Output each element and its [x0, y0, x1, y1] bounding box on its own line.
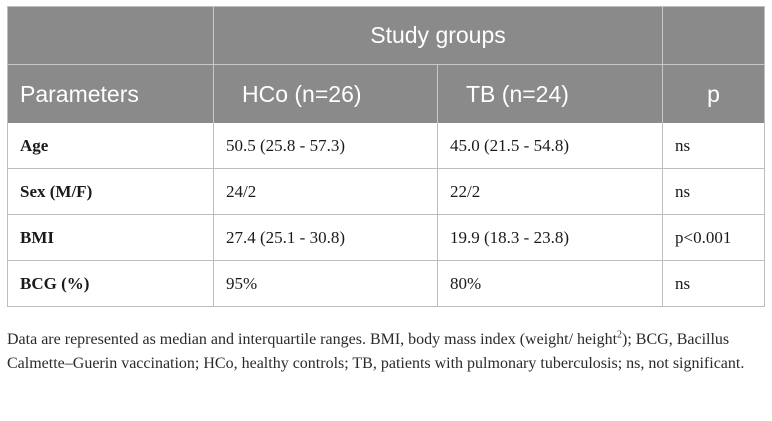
row-tb-value: 45.0 (21.5 - 54.8) — [438, 123, 663, 169]
row-hco-value: 24/2 — [214, 169, 438, 215]
row-hco-value: 27.4 (25.1 - 30.8) — [214, 215, 438, 261]
row-p-value: ns — [663, 123, 765, 169]
footnote-text-part2: ); BCG, Bacillus Calmette–Guerin vaccination; HCo, healthy controls; TB, patients with pulmonary tuberculosis; ns, not significant. — [7, 331, 745, 372]
row-hco-value: 50.5 (25.8 - 57.3) — [214, 123, 438, 169]
table-footnote — [7, 328, 764, 376]
column-header-parameters: Parameters — [8, 65, 214, 124]
row-p-value: ns — [663, 261, 765, 307]
header-study-groups: Study groups — [214, 7, 663, 65]
footnote-superscript: 2 — [617, 329, 623, 341]
column-header-hco: HCo (n=26) — [214, 65, 438, 124]
column-header-tb: TB (n=24) — [438, 65, 663, 124]
row-tb-value: 80% — [438, 261, 663, 307]
row-parameter: BCG (%) — [8, 261, 214, 307]
study-groups-table — [7, 6, 765, 307]
row-parameter: BMI — [8, 215, 214, 261]
row-tb-value: 19.9 (18.3 - 23.8) — [438, 215, 663, 261]
table-row — [8, 123, 765, 169]
header-columns-row — [8, 65, 765, 124]
column-header-p: p — [663, 65, 765, 124]
row-hco-value: 95% — [214, 261, 438, 307]
table-row — [8, 215, 765, 261]
header-empty-cell — [8, 7, 214, 65]
header-empty-cell — [663, 7, 765, 65]
table-row — [8, 169, 765, 215]
row-parameter: Age — [8, 123, 214, 169]
row-parameter: Sex (M/F) — [8, 169, 214, 215]
table-row — [8, 261, 765, 307]
header-group-row — [8, 7, 765, 65]
row-p-value: ns — [663, 169, 765, 215]
footnote-text-part1: Data are represented as median and interquartile ranges. BMI, body mass index (weight/ height — [7, 331, 618, 348]
data-table-container — [7, 6, 764, 307]
row-tb-value: 22/2 — [438, 169, 663, 215]
row-p-value: p<0.001 — [663, 215, 765, 261]
